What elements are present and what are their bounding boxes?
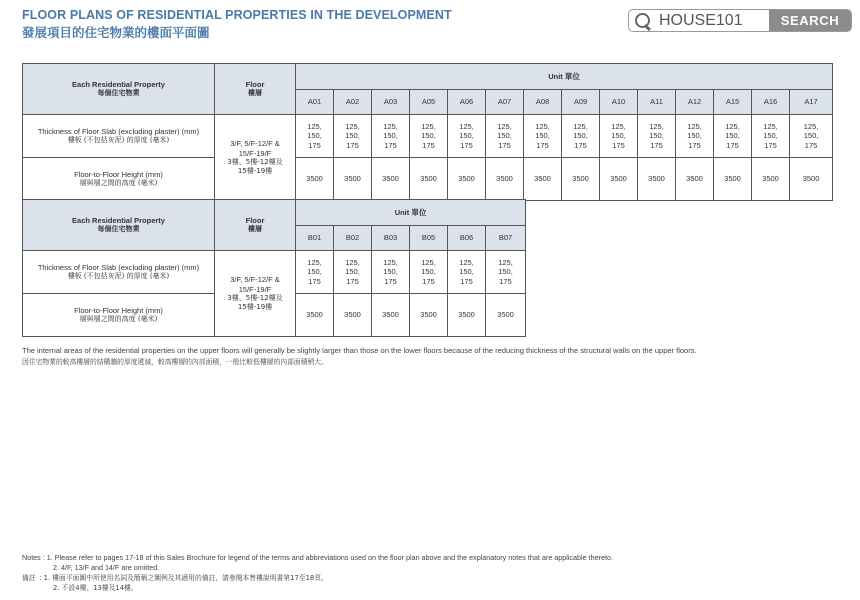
- slab-thickness-label: [23, 251, 215, 294]
- slab-thickness-value: 175: [346, 140, 359, 150]
- floor-height-cell: 3500: [448, 158, 486, 201]
- floor-height-label-en: Floor-to-Floor Height (mm): [74, 169, 163, 179]
- slab-thickness-value: 150,: [383, 131, 398, 141]
- floor-range-zh-2: 15樓-19樓: [237, 302, 273, 311]
- unit-header: Unit 單位: [296, 64, 833, 90]
- floor-height-cell: 3500: [372, 294, 410, 337]
- property-header-zh: 每個住宅物業: [97, 89, 140, 98]
- slab-thickness-cell: [410, 115, 448, 158]
- slab-thickness-cell: [296, 115, 334, 158]
- slab-thickness-value: 150,: [687, 131, 702, 141]
- unit-code-cell: B05: [410, 226, 448, 251]
- notes-label-en: Notes: [22, 553, 41, 562]
- floor-height-cell: 3500: [676, 158, 714, 201]
- slab-thickness-value: 150,: [421, 131, 436, 141]
- floor-height-cell: 3500: [372, 158, 410, 201]
- floor-height-cell: 3500: [296, 294, 334, 337]
- unit-code-cell: A11: [638, 90, 676, 115]
- slab-thickness-value: 150,: [573, 131, 588, 141]
- slab-thickness-value: 150,: [803, 131, 819, 141]
- slab-thickness-cell: [676, 115, 714, 158]
- floor-header: [215, 200, 296, 251]
- slab-thickness-value: 150,: [459, 131, 474, 141]
- slab-thickness-value: 125,: [307, 121, 322, 131]
- unit-code-cell: A06: [448, 90, 486, 115]
- slab-thickness-value: 150,: [763, 131, 778, 141]
- floor-height-cell: 3500: [334, 294, 372, 337]
- search-bar: [628, 9, 852, 32]
- slab-thickness-cell: [524, 115, 562, 158]
- slab-thickness-value: 175: [308, 276, 321, 286]
- floor-range-zh-2: 15樓-19樓: [237, 166, 273, 175]
- floor-range-en-2: 15/F-19/F: [238, 148, 272, 158]
- slab-thickness-value: 175: [308, 140, 321, 150]
- unit-table-b: [22, 199, 526, 337]
- slab-thickness-label: [23, 115, 215, 158]
- note-zh-1: 備註 : 1. 樓面平面圖中所使用名詞及簡稱之圖例及其適用的備註，請參閱本售樓說明書第17至18頁。: [22, 573, 328, 582]
- slab-thickness-cell: [334, 115, 372, 158]
- floor-height-label-en: Floor-to-Floor Height (mm): [74, 305, 163, 315]
- note-en-2: 2. 4/F, 13/F and 14/F are omitted.: [53, 563, 160, 572]
- unit-code-cell: B03: [372, 226, 410, 251]
- slab-thickness-value: 175: [726, 140, 739, 150]
- slab-thickness-cell: [790, 115, 833, 158]
- unit-code-cell: B01: [296, 226, 334, 251]
- floor-height-cell: 3500: [790, 158, 833, 201]
- unit-code-cell: A12: [676, 90, 714, 115]
- slab-thickness-value: 125,: [725, 121, 740, 131]
- property-header-zh: 每個住宅物業: [97, 225, 140, 234]
- slab-thickness-cell: [372, 115, 410, 158]
- slab-thickness-cell: [486, 115, 524, 158]
- slab-thickness-value: 125,: [421, 121, 436, 131]
- unit-code-cell: B06: [448, 226, 486, 251]
- slab-thickness-cell: [638, 115, 676, 158]
- slab-thickness-value: 125,: [803, 121, 819, 131]
- property-header-en: Each Residential Property: [72, 215, 165, 225]
- unit-code-cell: A15: [714, 90, 752, 115]
- slab-thickness-value: 150,: [535, 131, 550, 141]
- unit-code-cell: A17: [790, 90, 833, 115]
- slab-thickness-value: 125,: [345, 121, 360, 131]
- note-zh-1-text: 1. 樓面平面圖中所使用名詞及簡稱之圖例及其適用的備註，請參閱本售樓說明書第17至18頁。: [43, 574, 328, 582]
- page-title: FLOOR PLANS OF RESIDENTIAL PROPERTIES IN THE DEVELOPMENT: [22, 8, 452, 22]
- slab-thickness-value: 125,: [573, 121, 588, 131]
- slab-thickness-value: 150,: [498, 267, 513, 277]
- slab-thickness-value: 125,: [383, 121, 398, 131]
- slab-thickness-value: 175: [346, 276, 359, 286]
- slab-thickness-value: 125,: [535, 121, 550, 131]
- slab-thickness-value: 175: [688, 140, 701, 150]
- floor-height-cell: 3500: [638, 158, 676, 201]
- slab-thickness-value: 175: [460, 140, 473, 150]
- unit-code-cell: A01: [296, 90, 334, 115]
- unit-code-cell: A10: [600, 90, 638, 115]
- slab-thickness-value: 150,: [345, 267, 360, 277]
- slab-thickness-value: 175: [804, 140, 818, 150]
- remark-en: The internal areas of the residential properties on the upper floors will generally be slightly larger than those on the lower floors because of the reducing thickness of the structural walls on the upper floors.: [22, 346, 697, 355]
- slab-thickness-row: [23, 251, 526, 294]
- slab-thickness-value: 125,: [611, 121, 626, 131]
- slab-thickness-label-zh: 樓板 (不包括灰泥) 的厚度 (毫米): [67, 136, 170, 145]
- slab-thickness-value: 175: [384, 276, 397, 286]
- slab-thickness-value: 150,: [307, 131, 322, 141]
- floor-height-cell: 3500: [524, 158, 562, 201]
- slab-thickness-cell: [334, 251, 372, 294]
- slab-thickness-label-zh: 樓板 (不包括灰泥) 的厚度 (毫米): [67, 272, 170, 281]
- slab-thickness-value: 125,: [345, 257, 360, 267]
- unit-table-a: [22, 63, 833, 201]
- slab-thickness-value: 125,: [649, 121, 664, 131]
- slab-thickness-value: 175: [422, 140, 435, 150]
- slab-thickness-value: 150,: [725, 131, 740, 141]
- slab-thickness-value: 150,: [649, 131, 664, 141]
- floor-height-cell: 3500: [296, 158, 334, 201]
- slab-thickness-cell: [714, 115, 752, 158]
- unit-code-cell: A09: [562, 90, 600, 115]
- slab-thickness-row: [23, 115, 833, 158]
- floor-height-cell: 3500: [752, 158, 790, 201]
- floor-height-label: [23, 158, 215, 201]
- slab-thickness-value: 125,: [307, 257, 322, 267]
- floor-height-row: [23, 158, 833, 201]
- slab-thickness-cell: [562, 115, 600, 158]
- floor-range-zh-1: 3樓、5樓-12樓及: [227, 294, 283, 303]
- floor-height-label-zh: 層與層之間的高度 (毫米): [79, 315, 158, 324]
- slab-thickness-value: 125,: [383, 257, 398, 267]
- unit-code-cell: A16: [752, 90, 790, 115]
- floor-height-cell: 3500: [486, 158, 524, 201]
- slab-thickness-cell: [448, 115, 486, 158]
- slab-thickness-cell: [372, 251, 410, 294]
- floor-height-cell: 3500: [410, 294, 448, 337]
- slab-thickness-value: 125,: [498, 257, 513, 267]
- search-field-container: [629, 10, 769, 31]
- search-button[interactable]: SEARCH: [769, 10, 851, 31]
- slab-thickness-cell: [448, 251, 486, 294]
- unit-code-cell: A07: [486, 90, 524, 115]
- slab-thickness-value: 125,: [763, 121, 778, 131]
- floor-range-en-1: 3/F, 5/F-12/F &: [230, 139, 280, 149]
- notes-label-zh: 備註: [22, 574, 36, 582]
- slab-thickness-cell: [486, 251, 526, 294]
- slab-thickness-value: 150,: [497, 131, 512, 141]
- slab-thickness-value: 150,: [345, 131, 360, 141]
- search-icon: [633, 11, 655, 31]
- slab-thickness-value: 125,: [459, 121, 474, 131]
- slab-thickness-value: 125,: [497, 121, 512, 131]
- slab-thickness-value: 175: [384, 140, 397, 150]
- slab-thickness-cell: [752, 115, 790, 158]
- unit-code-cell: A03: [372, 90, 410, 115]
- floor-range-en-1: 3/F, 5/F-12/F &: [230, 275, 280, 285]
- property-header-en: Each Residential Property: [72, 79, 165, 89]
- slab-thickness-label-en: Thickness of Floor Slab (excluding plaster) (mm): [37, 126, 200, 136]
- slab-thickness-cell: [410, 251, 448, 294]
- slab-thickness-value: 125,: [459, 257, 474, 267]
- floor-height-cell: 3500: [448, 294, 486, 337]
- unit-header: Unit 單位: [296, 200, 526, 226]
- slab-thickness-value: 150,: [459, 267, 474, 277]
- slab-thickness-value: 175: [422, 276, 435, 286]
- floor-height-cell: 3500: [486, 294, 526, 337]
- unit-code-cell: A05: [410, 90, 448, 115]
- property-header: [23, 200, 215, 251]
- floor-range-zh-1: 3樓、5樓-12樓及: [227, 158, 283, 167]
- slab-thickness-value: 175: [764, 140, 777, 150]
- slab-thickness-value: 125,: [421, 257, 436, 267]
- note-en-1: Notes : 1. Please refer to pages 17-18 of this Sales Brochure for legend of the terms and abbreviations used on the floor plan above and the explanatory notes that are applicable thereto.: [22, 553, 613, 562]
- floor-header-en: Floor: [245, 215, 265, 225]
- slab-thickness-value: 175: [460, 276, 473, 286]
- notes-section: [22, 553, 613, 593]
- floor-height-cell: 3500: [600, 158, 638, 201]
- floor-range-cell: [215, 115, 296, 201]
- slab-thickness-value: 150,: [383, 267, 398, 277]
- floor-height-label: [23, 294, 215, 337]
- slab-thickness-label-en: Thickness of Floor Slab (excluding plaster) (mm): [37, 262, 200, 272]
- unit-code-cell: A02: [334, 90, 372, 115]
- floor-height-cell: 3500: [562, 158, 600, 201]
- note-zh-2: 2. 不設4樓、13樓及14樓。: [53, 584, 138, 592]
- floor-header-en: Floor: [245, 79, 265, 89]
- remark-zh: 因住宅物業的較高樓層的結構牆的厚度遞減，較高樓層的內部面積，一般比較低樓層的內部面積稍大。: [22, 358, 328, 366]
- search-input[interactable]: [655, 12, 763, 30]
- floor-height-cell: 3500: [410, 158, 448, 201]
- floor-header: [215, 64, 296, 115]
- floor-header-zh: 樓層: [248, 225, 262, 234]
- slab-thickness-value: 175: [498, 140, 511, 150]
- floor-header-zh: 樓層: [248, 89, 262, 98]
- unit-code-cell: A08: [524, 90, 562, 115]
- note-en-1-text: 1. Please refer to pages 17-18 of this Sales Brochure for legend of the terms and abbreviations used on the floor plan above and the explanatory notes that are applicable thereto.: [46, 553, 613, 562]
- slab-thickness-value: 175: [574, 140, 587, 150]
- floor-range-cell: [215, 251, 296, 337]
- floor-range-en-2: 15/F-19/F: [238, 284, 272, 294]
- slab-thickness-value: 175: [499, 276, 512, 286]
- unit-code-cell: B07: [486, 226, 526, 251]
- slab-thickness-value: 150,: [307, 267, 322, 277]
- slab-thickness-value: 175: [612, 140, 625, 150]
- slab-thickness-value: 150,: [421, 267, 436, 277]
- slab-thickness-value: 175: [536, 140, 549, 150]
- slab-thickness-value: 125,: [687, 121, 702, 131]
- slab-thickness-value: 150,: [611, 131, 626, 141]
- floor-height-cell: 3500: [334, 158, 372, 201]
- slab-thickness-value: 175: [650, 140, 663, 150]
- floor-height-label-zh: 層與層之間的高度 (毫米): [79, 179, 158, 188]
- slab-thickness-cell: [296, 251, 334, 294]
- floor-height-cell: 3500: [714, 158, 752, 201]
- property-header: [23, 64, 215, 115]
- unit-code-cell: B02: [334, 226, 372, 251]
- slab-thickness-cell: [600, 115, 638, 158]
- page-title-chinese: 發展項目的住宅物業的樓面平面圖: [22, 25, 210, 40]
